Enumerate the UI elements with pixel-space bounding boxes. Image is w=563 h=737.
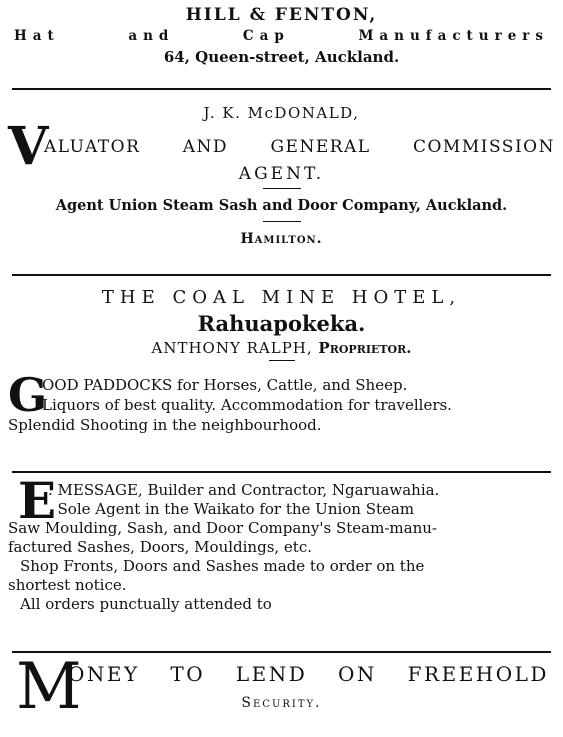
coal-mine-hotel-advertisement [8,276,555,471]
message-line-5: Shop Fronts, Doors and Sashes made to order on the [20,557,425,575]
title-word-3: GENERAL [270,137,371,157]
short-rule [263,221,301,222]
dropcap-e: E [18,471,57,530]
money-headline [8,657,555,687]
hotel-line-1: OOD PADDOCKS for Horses, Cattle, and Sheep. [42,376,408,394]
trade-word-manufacturers: Manufacturers [358,28,549,44]
title-word-4: COMMISSION [412,137,555,157]
hill-fenton-advertisement [8,0,555,88]
hill-fenton-trade [8,26,555,46]
message-name: . MESSAGE, [48,481,148,499]
hill-fenton-address: 64, Queen-street, Auckland. [163,48,400,66]
message-line-3: Saw Moulding, Sash, and Door Company's Steam-manu- [8,519,437,537]
money-to-lend-advertisement [8,650,555,727]
hill-fenton-name: HILL & FENTON, [185,5,378,25]
mcdonald-name: J. K. McDONALD, [203,104,360,122]
money-security: Security. [241,695,322,711]
mcdonald-title-line1 [44,124,555,158]
hotel-place: Rahuapokeka. [197,311,366,336]
message-line-7: All orders punctually attended to [20,595,272,613]
money-word-3: LEND [235,662,308,686]
proprietor-name: ANTHONY RALPH, [151,339,319,357]
title-word-1: ALUATOR [44,137,141,157]
message-line-6: shortest notice. [8,576,127,594]
short-dash [269,360,295,361]
hotel-name: THE COAL MINE HOTEL, [101,287,462,308]
money-word-2: TO [170,662,206,686]
hotel-details [8,368,555,435]
message-line-2: . Sole Agent in the Waikato for the Union Steam [48,500,415,518]
mcdonald-town: Hamilton. [240,231,323,247]
short-rule [263,188,301,189]
mcdonald-agency: Agent Union Steam Sash and Door Company, Auckland. [55,197,508,214]
hotel-line-2: Liquors of best quality. Accommodation for travellers. [42,396,452,414]
mcdonald-title-line2: AGENT. [238,164,325,184]
title-word-2: AND [182,137,229,157]
message-line-1 [8,481,555,500]
mcdonald-advertisement [8,90,555,274]
hotel-proprietor [8,338,555,358]
dropcap-g: G [8,368,48,422]
trade-word-hat: Hat [14,28,60,44]
dropcap-v: V [8,116,49,177]
message-trade: Builder and Contractor, Ngaruawahia. [147,481,440,499]
trade-word-and: and [128,28,175,44]
dropcap-m: M [16,650,82,724]
message-builder-advertisement [8,473,555,651]
message-line-4: factured Sashes, Doors, Mouldings, etc. [8,538,312,556]
money-word-5: FREEHOLD [407,662,549,686]
trade-word-cap: Cap [242,28,290,44]
proprietor-title: Proprietor. [318,339,412,357]
money-word-4: ON [338,662,377,686]
hotel-line-3: Splendid Shooting in the neighbourhood. [8,416,322,434]
money-word-1: ONEY [68,662,140,686]
